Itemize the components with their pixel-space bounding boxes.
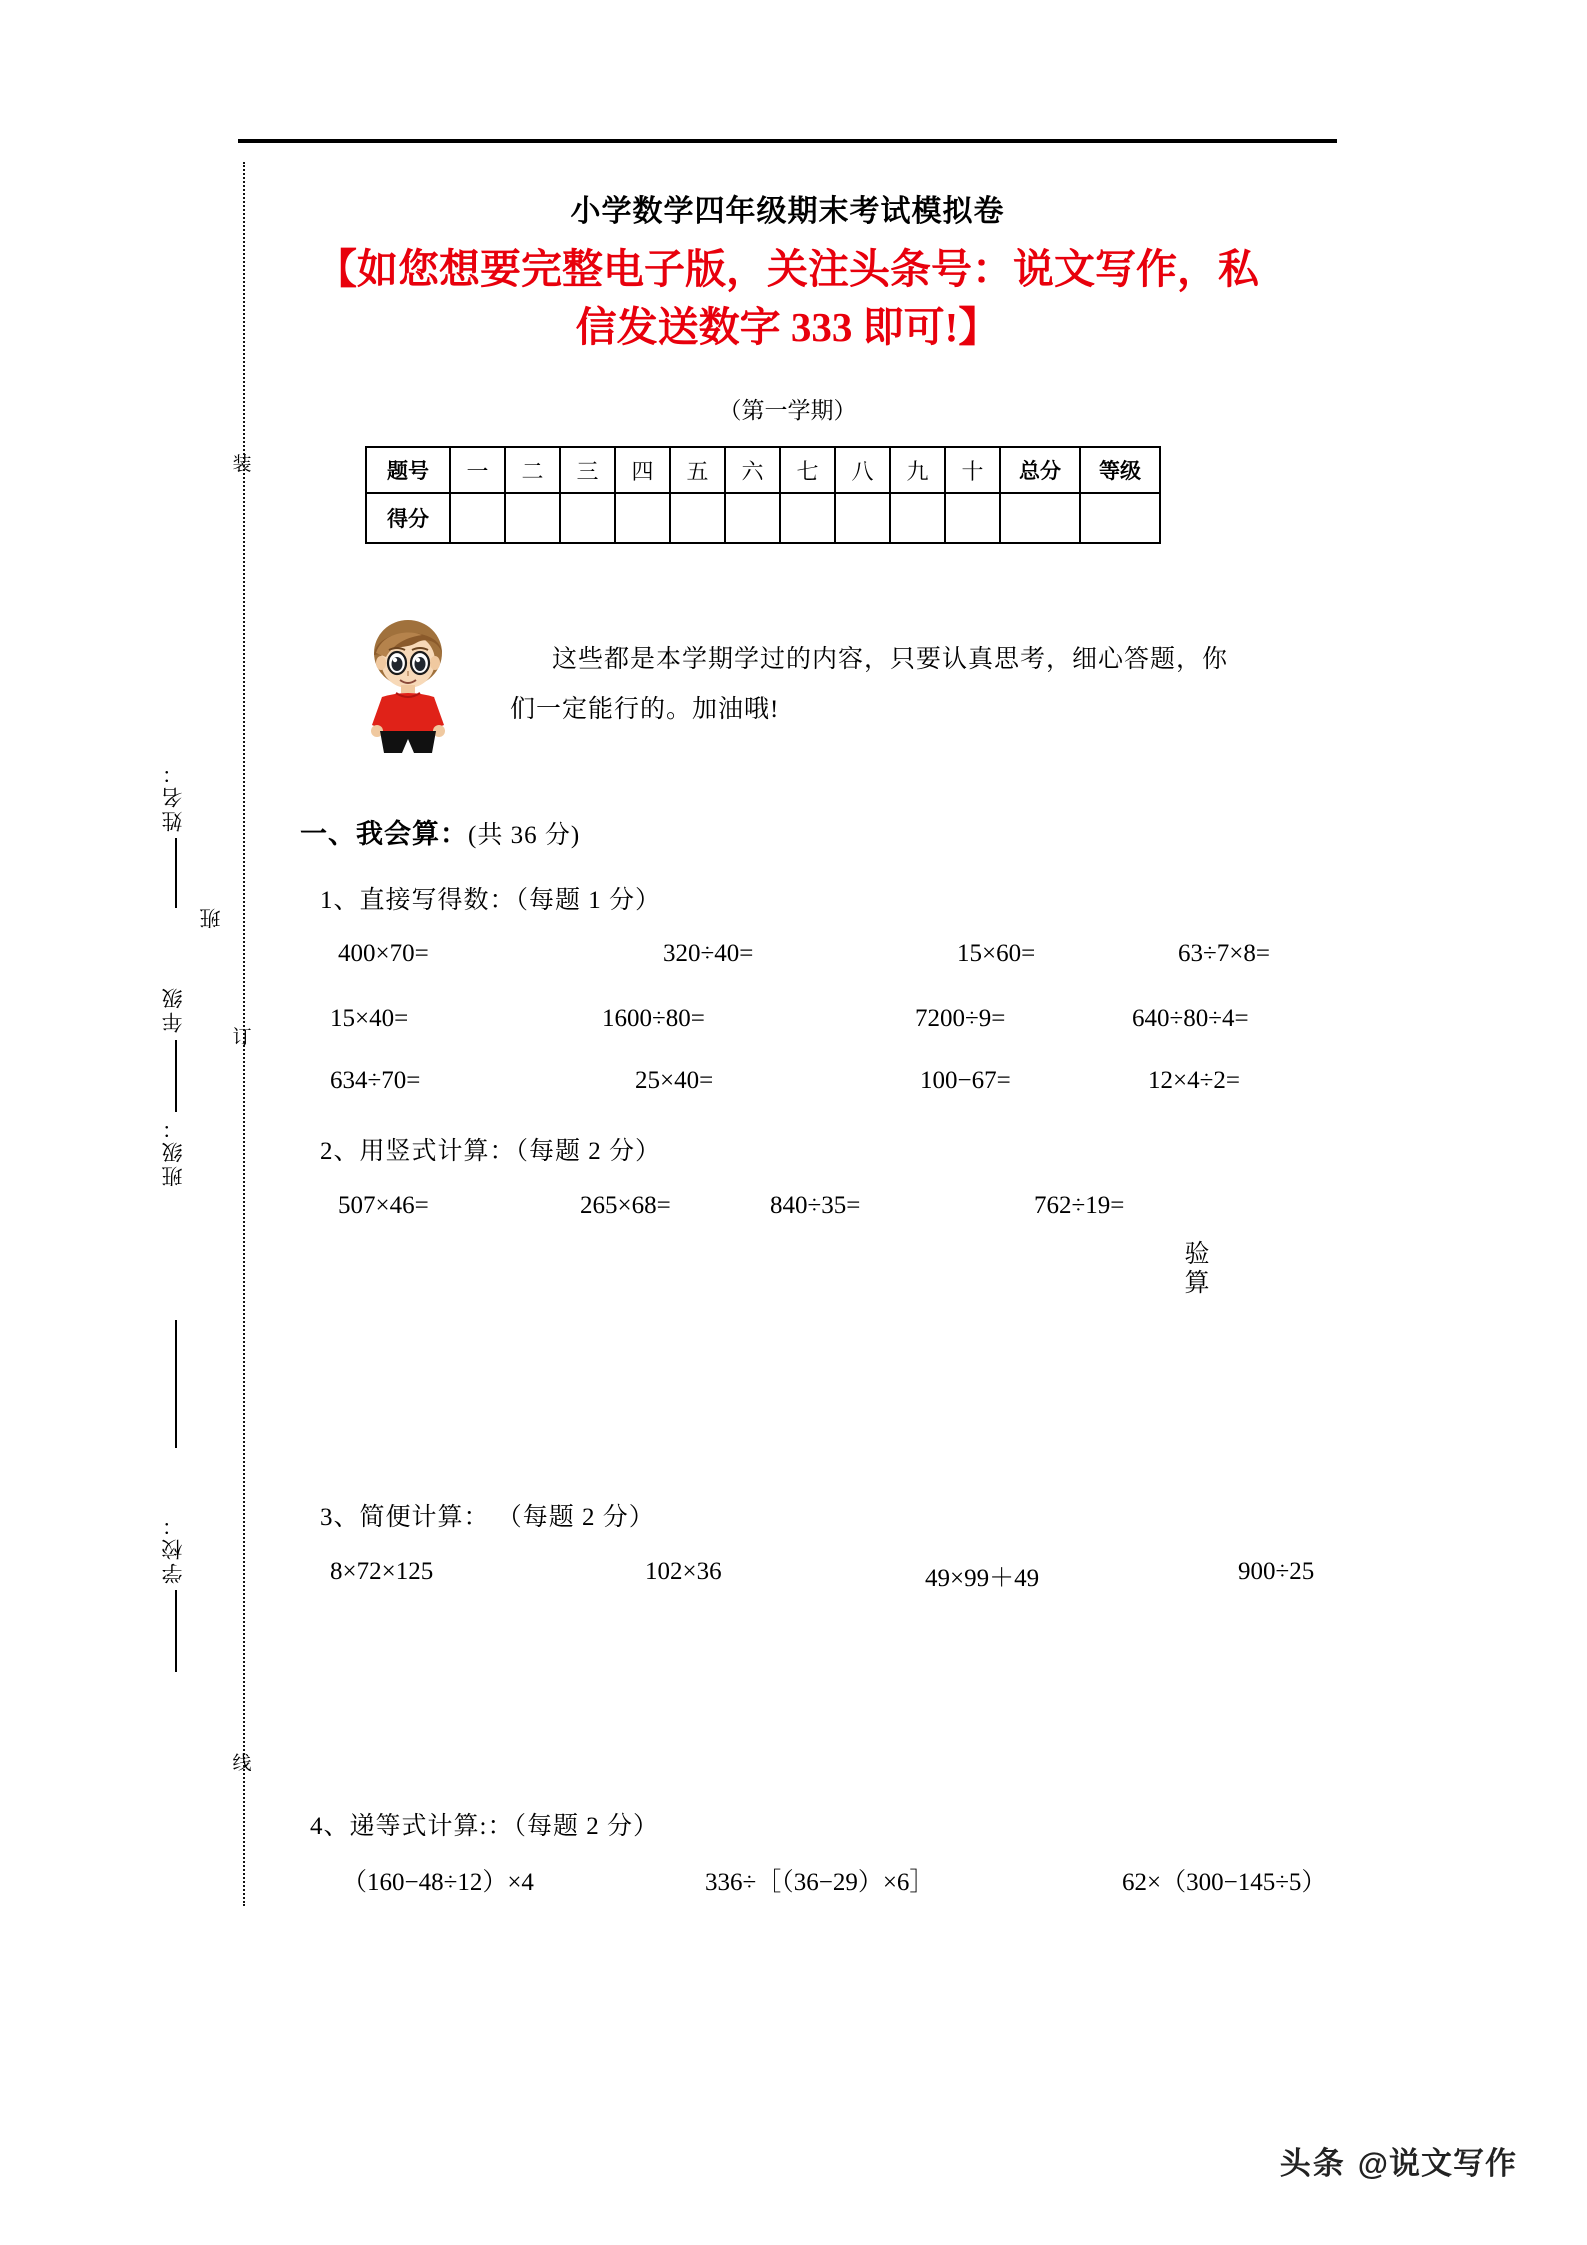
score-cell-2[interactable] — [505, 493, 560, 543]
score-cell-4[interactable] — [615, 493, 670, 543]
table-row-question-numbers — [366, 447, 1160, 493]
problem-1-1: 400×70= — [338, 940, 429, 967]
student-mascot-icon — [352, 613, 464, 753]
promo-line-2: 信发送数字 333 即可!】 — [575, 304, 1000, 351]
problem-1-4: 63÷7×8= — [1178, 940, 1270, 967]
score-table-col-4: 四 — [615, 447, 670, 493]
score-table-col-total: 总分 — [1000, 447, 1080, 493]
score-table-col-6: 六 — [725, 447, 780, 493]
student-name-write-rule — [175, 838, 177, 908]
watermark-account: @说文写作 — [1357, 2146, 1517, 2181]
problem-2-3: 7200÷9= — [915, 1005, 1006, 1032]
term-subtitle: （第一学期） — [718, 398, 857, 423]
score-table-col-5: 五 — [670, 447, 725, 493]
problem-6-1: （160−48÷12）×4 — [342, 1869, 534, 1896]
problem-6-2: 336÷［（36−29）×6］ — [705, 1869, 935, 1896]
score-table-col-3: 三 — [560, 447, 615, 493]
problem-3-4: 12×4÷2= — [1148, 1067, 1240, 1094]
score-table-col-10: 十 — [945, 447, 1000, 493]
problem-4-2: 265×68= — [580, 1192, 671, 1219]
problem-5-4: 900÷25 — [1238, 1558, 1315, 1585]
section-heading-1 — [300, 812, 580, 851]
class-unit-label: 班 — [199, 905, 223, 929]
problem-6-3: 62×（300−145÷5） — [1122, 1869, 1327, 1896]
class-field-label: 班级： — [161, 1115, 185, 1187]
section-1-title: 一、我会算： — [300, 819, 468, 849]
grade-field-label: 年级 — [161, 985, 185, 1033]
binding-label-xian: 线 — [232, 1753, 252, 1774]
intro-message — [510, 635, 1350, 735]
problem-2-4: 640÷80÷4= — [1132, 1005, 1249, 1032]
problem-2-1: 15×40= — [330, 1005, 409, 1032]
score-table-col-2: 二 — [505, 447, 560, 493]
problem-2-2: 1600÷80= — [602, 1005, 705, 1032]
subsection-4-label: 4、递等式计算:：（每题 2 分） — [310, 1813, 659, 1840]
grade-write-rule — [175, 1040, 177, 1112]
subsection-2-label: 2、用竖式计算：（每题 2 分） — [320, 1138, 662, 1165]
student-name-field-label: 姓名： — [161, 760, 185, 832]
score-cell-10[interactable] — [945, 493, 1000, 543]
problem-3-3: 100−67= — [920, 1067, 1011, 1094]
problem-5-3: 49×99＋49 — [925, 1565, 1040, 1592]
promotional-notice — [238, 240, 1337, 356]
problem-1-3: 15×60= — [957, 940, 1036, 967]
problem-3-2: 25×40= — [635, 1067, 714, 1094]
score-table — [365, 446, 1161, 544]
score-table-col-7: 七 — [780, 447, 835, 493]
problem-4-1: 507×46= — [338, 1192, 429, 1219]
score-cell-total[interactable] — [1000, 493, 1080, 543]
problem-3-1: 634÷70= — [330, 1067, 421, 1094]
score-cell-9[interactable] — [890, 493, 945, 543]
score-table-col-grade: 等级 — [1080, 447, 1160, 493]
school-write-rule — [175, 1590, 177, 1672]
score-cell-8[interactable] — [835, 493, 890, 543]
binding-label-ding: 订 — [232, 1027, 252, 1048]
score-table-col-8: 八 — [835, 447, 890, 493]
problem-1-2: 320÷40= — [663, 940, 754, 967]
table-row-scores — [366, 493, 1160, 543]
score-cell-1[interactable] — [450, 493, 505, 543]
score-table-col-1: 一 — [450, 447, 505, 493]
problem-4-3: 840÷35= — [770, 1192, 861, 1219]
section-1-points: (共 36 分) — [468, 822, 581, 849]
subsection-1-label: 1、直接写得数：（每题 1 分） — [320, 887, 662, 914]
binding-label-zhuang: 装 — [232, 454, 252, 475]
verification-note: 验算 — [1181, 1240, 1208, 1298]
problem-5-2: 102×36 — [645, 1558, 722, 1585]
subsection-3-label: 3、简便计算： （每题 2 分） — [320, 1504, 655, 1531]
score-cell-grade[interactable] — [1080, 493, 1160, 543]
page-title: 小学数学四年级期末考试模拟卷 — [570, 195, 1005, 228]
class-write-rule — [175, 1320, 177, 1448]
score-cell-5[interactable] — [670, 493, 725, 543]
score-cell-3[interactable] — [560, 493, 615, 543]
score-table-row-label-question: 题号 — [366, 447, 450, 493]
score-table-col-9: 九 — [890, 447, 945, 493]
score-cell-7[interactable] — [780, 493, 835, 543]
watermark — [1280, 2138, 1517, 2183]
promo-line-1: 【如您想要完整电子版，关注头条号：说文写作，私 — [316, 246, 1259, 292]
problem-5-1: 8×72×125 — [330, 1558, 434, 1585]
intro-line-1: 这些都是本学期学过的内容，只要认真思考，细心答题，你 — [552, 646, 1229, 673]
top-divider-rule — [238, 139, 1337, 143]
watermark-logo: 头条 — [1279, 2146, 1346, 2181]
score-cell-6[interactable] — [725, 493, 780, 543]
school-field-label: 学校： — [161, 1512, 185, 1584]
intro-line-2: 们一定能行的。加油哦! — [510, 696, 780, 723]
score-table-row-label-score: 得分 — [366, 493, 450, 543]
problem-4-4: 762÷19= — [1034, 1192, 1125, 1219]
